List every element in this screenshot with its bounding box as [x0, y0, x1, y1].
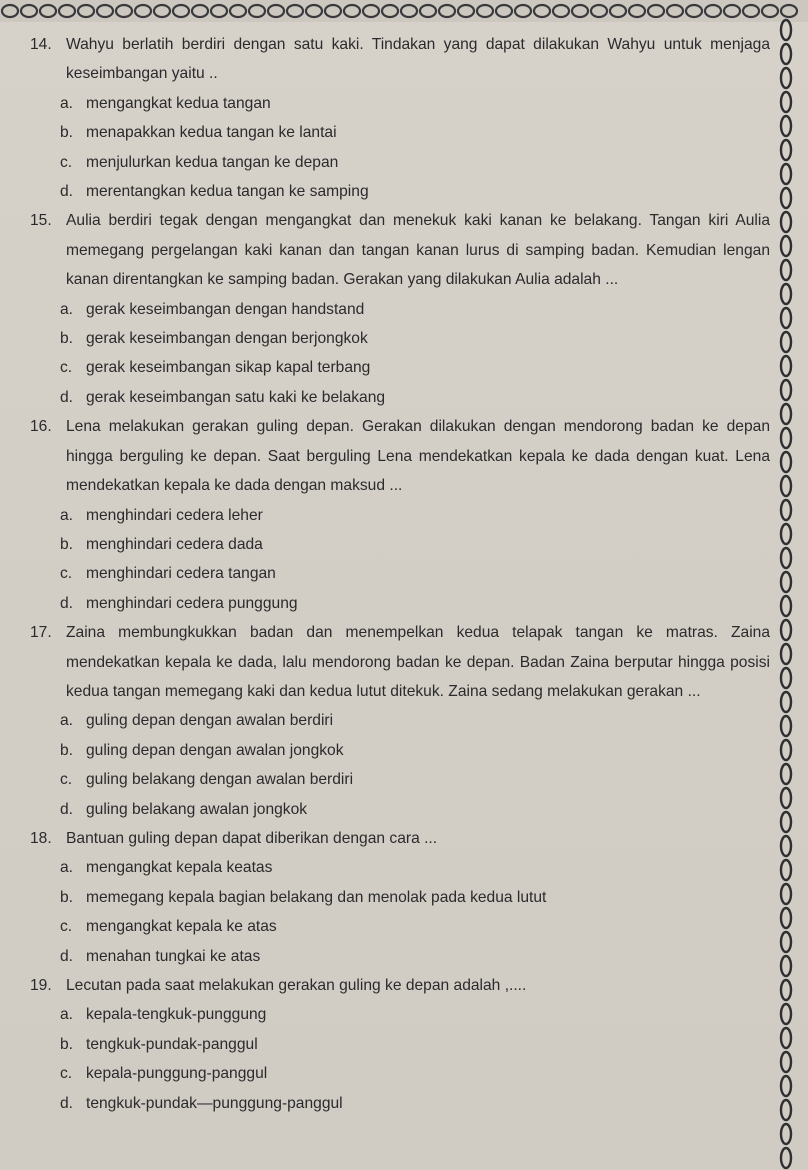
- binding-ring: [781, 860, 791, 880]
- option-text: menahan tungkai ke atas: [86, 947, 261, 965]
- option-letter: a.: [60, 506, 74, 524]
- options-19: [30, 1000, 770, 1118]
- option-d: [30, 177, 770, 206]
- question-text: Bantuan guling depan dapat diberikan dengan cara ...: [66, 829, 438, 847]
- question-number: 17.: [30, 624, 52, 642]
- option-a: [30, 1000, 770, 1029]
- option-text: menapakkan kedua tangan ke lantai: [86, 124, 337, 142]
- option-a: [30, 706, 770, 735]
- question-14: [30, 30, 770, 89]
- binding-ring: [781, 1052, 791, 1072]
- options-18: [30, 853, 770, 971]
- option-d: [30, 942, 770, 971]
- option-letter: a.: [60, 1006, 74, 1024]
- binding-ring: [781, 260, 791, 280]
- option-d: [30, 383, 770, 412]
- options-14: [30, 89, 770, 207]
- binding-ring: [781, 68, 791, 88]
- spiral-binding-right: [768, 0, 808, 1170]
- option-text: tengkuk-pundak—punggung-panggul: [86, 1094, 343, 1112]
- option-letter: a.: [60, 859, 74, 877]
- binding-ring: [781, 212, 791, 232]
- option-letter: b.: [60, 124, 74, 142]
- binding-ring: [781, 1148, 791, 1168]
- binding-ring: [781, 92, 791, 112]
- option-b: [30, 1030, 770, 1059]
- binding-ring: [781, 1076, 791, 1096]
- binding-ring: [781, 764, 791, 784]
- option-text: gerak keseimbangan satu kaki ke belakang: [86, 388, 386, 406]
- binding-ring: [781, 476, 791, 496]
- option-letter: a.: [60, 94, 74, 112]
- question-text: Lena melakukan gerakan guling depan. Gerakan dilakukan dengan mendorong badan ke depan hingga berguling ke depan. Saat berguling Lena mendekatkan kepala ke dada dengan kuat. Lena mendekatkan kepala ke dada dengan maksud ...: [66, 418, 770, 495]
- option-letter: a.: [60, 300, 74, 318]
- question-text: Wahyu berlatih berdiri dengan satu kaki. Tindakan yang dapat dilakukan Wahyu untuk menjaga keseimbangan yaitu ..: [66, 36, 770, 83]
- option-text: guling belakang dengan awalan berdiri: [86, 771, 354, 789]
- option-b: [30, 530, 770, 559]
- option-text: memegang kepala bagian belakang dan menolak pada kedua lutut: [86, 888, 547, 906]
- binding-ring: [781, 644, 791, 664]
- binding-ring: [781, 44, 791, 64]
- binding-ring: [781, 620, 791, 640]
- question-number: 19.: [30, 977, 52, 994]
- option-c: [30, 765, 770, 794]
- option-c: [30, 148, 770, 177]
- binding-ring: [781, 1100, 791, 1120]
- options-15: [30, 295, 770, 413]
- option-letter: d.: [60, 388, 74, 406]
- option-letter: b.: [60, 888, 74, 906]
- option-a: [30, 853, 770, 882]
- option-letter: c.: [60, 359, 73, 377]
- binding-ring: [781, 116, 791, 136]
- option-b: [30, 883, 770, 912]
- option-b: [30, 324, 770, 353]
- binding-ring: [781, 740, 791, 760]
- option-text: tengkuk-pundak-panggul: [86, 1035, 258, 1053]
- option-d: [30, 1089, 770, 1118]
- option-letter: d.: [60, 594, 74, 612]
- question-17: [30, 618, 770, 706]
- option-b: [30, 736, 770, 765]
- question-16: [30, 412, 770, 500]
- option-c: [30, 1059, 770, 1088]
- option-letter: b.: [60, 741, 74, 759]
- binding-ring: [781, 836, 791, 856]
- option-letter: d.: [60, 1094, 74, 1112]
- binding-ring: [781, 884, 791, 904]
- spiral-binding-top: [0, 0, 808, 22]
- binding-ring: [781, 500, 791, 520]
- binding-ring: [781, 164, 791, 184]
- question-number: 14.: [30, 36, 52, 53]
- binding-ring: [781, 356, 791, 376]
- question-text: Lecutan pada saat melakukan gerakan guling ke depan adalah ,....: [66, 977, 527, 994]
- question-text: Zaina membungkukkan badan dan menempelkan kedua telapak tangan ke matras. Zaina mendekatkan kepala ke dada, lalu mendorong badan ke depan. Badan Zaina berputar hingga posisi kedua tangan memegang kaki dan kedua lutut ditekuk. Zaina sedang melakukan gerakan ...: [66, 624, 770, 700]
- option-letter: b.: [60, 535, 74, 553]
- binding-ring: [781, 596, 791, 616]
- option-text: menghindari cedera tangan: [86, 565, 276, 583]
- option-text: gerak keseimbangan sikap kapal terbang: [86, 359, 371, 377]
- option-text: menghindari cedera leher: [86, 506, 263, 524]
- binding-ring: [781, 548, 791, 568]
- options-17: [30, 706, 770, 824]
- option-letter: c.: [60, 918, 73, 936]
- question-number: 15.: [30, 212, 52, 230]
- binding-ring: [781, 668, 791, 688]
- binding-ring: [781, 1124, 791, 1144]
- binding-ring: [781, 692, 791, 712]
- binding-ring: [781, 1004, 791, 1024]
- binding-ring: [781, 188, 791, 208]
- option-letter: c.: [60, 1065, 73, 1083]
- binding-ring: [781, 428, 791, 448]
- binding-ring: [781, 932, 791, 952]
- option-d: [30, 795, 770, 824]
- option-b: [30, 118, 770, 147]
- option-letter: c.: [60, 771, 73, 789]
- option-text: mengangkat kepala ke atas: [86, 918, 277, 936]
- question-19: [30, 971, 770, 1000]
- question-15: [30, 206, 770, 294]
- option-letter: b.: [60, 330, 74, 348]
- binding-ring: [781, 716, 791, 736]
- option-text: mengangkat kedua tangan: [86, 94, 271, 112]
- option-text: menjulurkan kedua tangan ke depan: [86, 153, 339, 171]
- option-text: guling depan dengan awalan berdiri: [86, 712, 334, 730]
- option-letter: d.: [60, 947, 74, 965]
- binding-ring: [781, 980, 791, 1000]
- binding-ring: [781, 332, 791, 352]
- question-text: Aulia berdiri tegak dengan mengangkat dan menekuk kaki kanan ke belakang. Tangan kiri Aulia memegang pergelangan kaki kanan dan tangan kanan lurus di samping badan. Kemudian lengan kanan direntangkan ke samping badan. Gerakan yang dilakukan Aulia adalah ...: [66, 212, 770, 289]
- option-letter: d.: [60, 800, 74, 818]
- options-16: [30, 501, 770, 619]
- option-letter: a.: [60, 712, 74, 730]
- binding-ring: [781, 1028, 791, 1048]
- option-text: kepala-tengkuk-punggung: [86, 1006, 267, 1024]
- binding-ring: [781, 404, 791, 424]
- binding-ring: [781, 140, 791, 160]
- option-text: menghindari cedera punggung: [86, 594, 298, 612]
- binding-ring: [781, 20, 791, 40]
- option-text: guling depan dengan awalan jongkok: [86, 741, 344, 759]
- option-letter: c.: [60, 565, 73, 583]
- binding-ring: [781, 572, 791, 592]
- option-c: [30, 353, 770, 382]
- binding-ring: [781, 524, 791, 544]
- binding-ring: [781, 308, 791, 328]
- binding-ring: [781, 284, 791, 304]
- question-number: 16.: [30, 418, 52, 436]
- question-18: [30, 824, 770, 853]
- option-text: menghindari cedera dada: [86, 535, 263, 553]
- option-text: gerak keseimbangan dengan berjongkok: [86, 330, 368, 348]
- question-list: [30, 30, 770, 1118]
- binding-ring: [781, 908, 791, 928]
- binding-ring: [781, 236, 791, 256]
- option-letter: c.: [60, 153, 73, 171]
- binding-ring: [781, 812, 791, 832]
- binding-ring: [781, 452, 791, 472]
- option-c: [30, 559, 770, 588]
- option-text: kepala-punggung-panggul: [86, 1065, 268, 1083]
- option-text: merentangkan kedua tangan ke samping: [86, 183, 369, 201]
- option-text: gerak keseimbangan dengan handstand: [86, 300, 365, 318]
- binding-ring: [781, 956, 791, 976]
- option-letter: b.: [60, 1035, 74, 1053]
- binding-ring: [781, 380, 791, 400]
- option-a: [30, 501, 770, 530]
- option-letter: d.: [60, 183, 74, 201]
- option-text: mengangkat kepala keatas: [86, 859, 273, 877]
- option-a: [30, 89, 770, 118]
- option-d: [30, 589, 770, 618]
- question-number: 18.: [30, 829, 52, 847]
- option-c: [30, 912, 770, 941]
- binding-ring: [781, 788, 791, 808]
- option-a: [30, 295, 770, 324]
- option-text: guling belakang awalan jongkok: [86, 800, 308, 818]
